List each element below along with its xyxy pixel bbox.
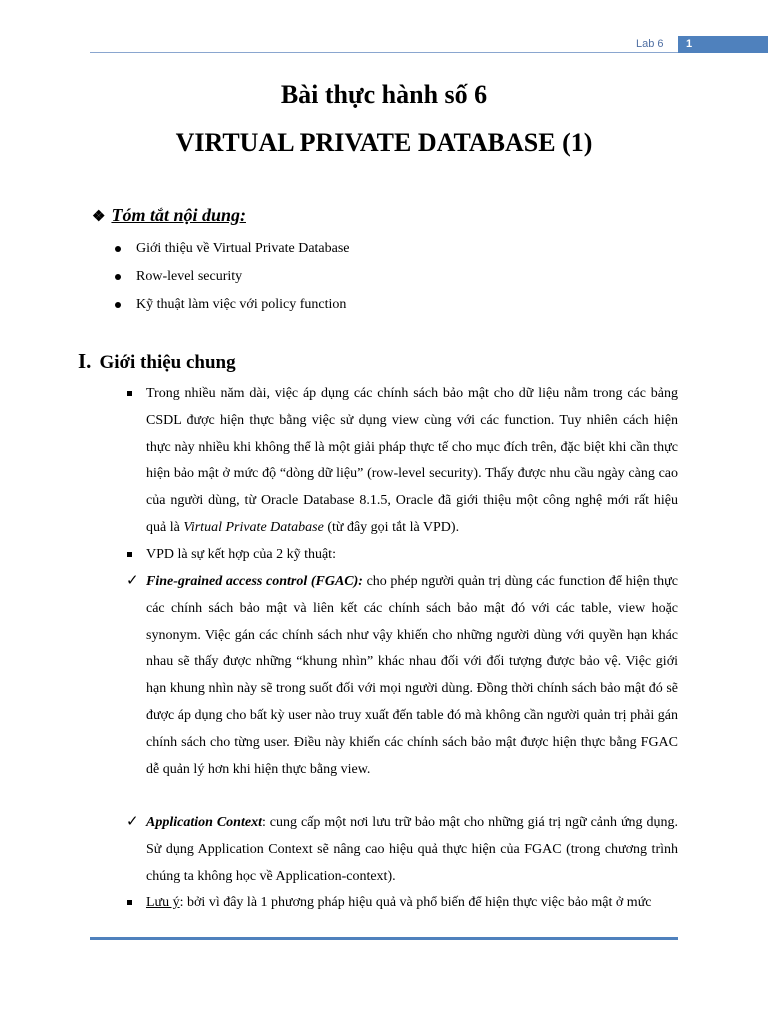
diamond-bullet-icon: ❖ [92, 209, 106, 225]
list-item: Row-level security [112, 268, 350, 296]
paragraph-appctx [146, 810, 678, 890]
section-title: Giới thiệu chung [99, 352, 236, 373]
header-label: Lab 6 [636, 38, 664, 50]
list-item: Giới thiệu về Virtual Private Database [112, 240, 350, 268]
paragraph-fgac [146, 569, 678, 783]
note-label: Lưu ý [146, 895, 180, 910]
paragraph-intro-text: Trong nhiều năm dài, việc áp dụng các chính sách bảo mật cho dữ liệu nằm trong các bảng CSDL được hiện thực bằng việc sử dụng view cùng với các function. Tuy nhiên cách hiện thực này nhiều khi không thể là một giải pháp thực tế cho mục đích trên, đặc biệt khi cần thực hiện bảo mật ở mức độ “dòng dữ liệu” (row-level security). Thấy được nhu cầu ngày càng cao của người dùng, từ Oracle Database 8.1.5, Oracle đã giới thiệu một công nghệ mới rất hiệu quả là [146, 386, 678, 535]
appctx-term: Application Context [146, 815, 262, 830]
appctx-text: : cung cấp một nơi lưu trữ bảo mật cho những giá trị ngữ cảnh ứng dụng. Sử dụng Application Context sẽ nâng cao hiệu quả thực hiện của FGAC (trong chương trình chúng ta không học về Application-context). [146, 815, 678, 884]
note-text: : bởi vì đây là 1 phương pháp hiệu quả và phổ biến để hiện thực việc bảo mật ở mức [179, 895, 652, 910]
page-title: Bài thực hành số 6 [280, 80, 488, 109]
footer-rule [90, 937, 678, 940]
fgac-term: Fine-grained access control (FGAC): [146, 574, 363, 589]
summary-list [112, 240, 350, 324]
checkmark-icon: ✓ [126, 571, 139, 589]
list-item: Kỹ thuật làm việc với policy function [112, 296, 350, 324]
square-bullet-icon [127, 552, 132, 557]
paragraph-intro-tail: (từ đây gọi tắt là VPD). [323, 519, 460, 535]
square-bullet-icon [127, 900, 132, 905]
paragraph-note [146, 890, 678, 917]
fgac-text: cho phép người quản trị dùng các function để hiện thực các chính sách bảo mật và liên kết các chính sách bảo mật đó với các table, view hoặc synonym. Việc gán các chính sách như vậy khiến cho những người dùng với quyền hạn khác nhau sẽ thấy được những “khung nhìn” khác nhau đối với đối tượng được bảo vệ. Việc giới hạn khung nhìn này sẽ trong suốt đối với mọi người dùng. Đồng thời chính sách bảo mật đó sẽ được áp dụng cho bất kỳ user nào truy xuất đến table đó mà không cần người quản trị phải gán chính sách cho từng user. Điều này khiến các chính sách bảo mật được hiện thực bằng FGAC dễ quản lý hơn khi hiện thực bằng view. [146, 574, 678, 777]
paragraph-intro [146, 381, 678, 542]
summary-heading-text: Tóm tắt nội dung: [111, 205, 246, 225]
section-heading [78, 349, 236, 374]
summary-heading [92, 205, 246, 226]
paragraph-intro-emphasis: Virtual Private Database [183, 519, 324, 535]
header-rule [90, 52, 678, 53]
checkmark-icon: ✓ [126, 812, 139, 830]
page-subtitle: VIRTUAL PRIVATE DATABASE (1) [175, 128, 593, 157]
paragraph-vpd: VPD là sự kết hợp của 2 kỹ thuật: [146, 547, 336, 562]
page-number: 1 [678, 36, 768, 53]
section-number: I. [78, 349, 92, 373]
square-bullet-icon [127, 391, 132, 396]
